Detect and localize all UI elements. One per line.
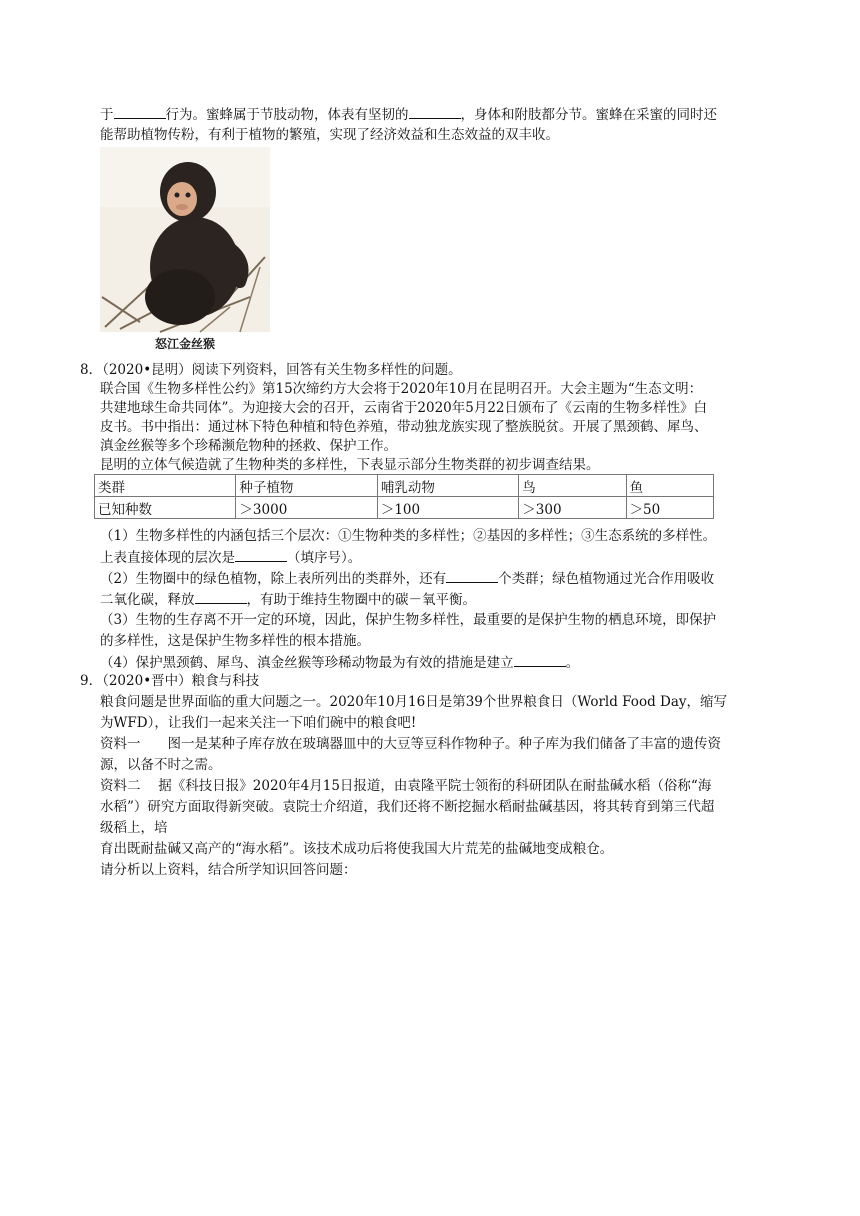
q8-paragraph-line: 昆明的立体气候造就了生物种类的多样性，下表显示部分生物类群的初步调查结果。 <box>100 457 600 473</box>
q9-line: 源，以备不时之需。 <box>100 757 222 773</box>
answer-blank <box>514 653 566 667</box>
species-survey-table <box>94 474 714 519</box>
q9-line: 粮食问题是世界面临的重大问题之一。2020年10月16日是第39个世界粮食日（World Food Day，缩写 <box>100 694 727 710</box>
q8-sub1-line: 上表直接体现的层次是 （填序号）。 <box>100 550 362 566</box>
answer-blank <box>114 105 166 119</box>
q9-line: 资料二 据《科技日报》2020年4月15日报道，由袁隆平院士领衔的科研团队在耐盐碱水稻（俗称“海 <box>100 778 712 794</box>
q8-paragraph-line: 联合国《生物多样性公约》第15次缔约方大会将于2020年10月在昆明召开。大会主题为“生态文明： <box>100 381 703 397</box>
q8-sub1-line: （1）生物多样性的内涵包括三个层次：①生物种类的多样性；②基因的多样性；③生态系统的多样性。 <box>100 528 717 544</box>
q8-sub3-line: 的多样性，这是保护生物多样性的根本措施。 <box>100 633 370 649</box>
table-cell: ＞50 <box>626 497 713 519</box>
table-cell: ＞3000 <box>236 497 377 519</box>
answer-blank <box>195 590 247 604</box>
q9-line: 资料一 图一是某种子库存放在玻璃器皿中的大豆等豆科作物种子。种子库为我们储备了丰富的遗传资 <box>100 736 721 752</box>
table-cell: 鱼 <box>626 475 713 497</box>
table-cell: 鸟 <box>519 475 626 497</box>
svg-text:怒江金丝猴: 怒江金丝猴 <box>154 337 216 351</box>
table-cell: 类群 <box>95 475 236 497</box>
q8-paragraph-line: 共建地球生命共同体”。为迎接大会的召开，云南省于2020年5月22日颁布了《云南的生物多样性》白 <box>100 400 708 416</box>
q8-sub2-line: 二氧化碳，释放 ，有助于维持生物圈中的碳－氧平衡。 <box>100 592 476 608</box>
intro-line-2: 能帮助植物传粉，有利于植物的繁殖，实现了经济效益和生态效益的双丰收。 <box>100 127 559 143</box>
answer-blank <box>446 569 498 583</box>
q8-sub3-line: （3）生物的生存离不开一定的环境，因此，保护生物多样性，最重要的是保护生物的栖息环境，即保护 <box>100 612 717 628</box>
q9-line: 请分析以上资料，结合所学知识回答问题： <box>100 862 357 878</box>
q8-sub4-line: （4）保护黑颈鹤、犀鸟、滇金丝猴等珍稀动物最为有效的措施是建立 。 <box>100 655 580 671</box>
table-row <box>95 497 714 519</box>
answer-blank <box>409 105 461 119</box>
table-cell: 种子植物 <box>236 475 377 497</box>
q8-header: 8．（2020•昆明）阅读下列资料，回答有关生物多样性的问题。 <box>80 362 462 378</box>
table-cell: ＞100 <box>377 497 518 519</box>
table-header-row <box>95 475 714 497</box>
q9-line: 级稻上，培 <box>100 820 168 836</box>
q9-line: 水稻”）研究方面取得新突破。袁院士介绍道，我们还将不断挖掘水稻耐盐碱基因，将其转育到第三代超 <box>100 799 715 815</box>
table-cell: 已知种数 <box>95 497 236 519</box>
q9-line: 育出既耐盐碱又高产的“海水稻”。该技术成功后将使我国大片荒芜的盐碱地变成粮仓。 <box>100 841 614 857</box>
q8-paragraph-line: 滇金丝猴等多个珍稀濒危物种的拯救、保护工作。 <box>100 438 397 454</box>
monkey-photo <box>100 147 270 352</box>
q8-sub2-line: （2）生物圈中的绿色植物，除上表所列出的类群外，还有 个类群；绿色植物通过光合作用吸收 <box>100 571 715 587</box>
table-cell: 哺乳动物 <box>377 475 518 497</box>
answer-blank <box>235 548 287 562</box>
q8-paragraph-line: 皮书。书中指出：通过林下特色种植和特色养殖，带动独龙族实现了整族脱贫。开展了黑颈鹤、犀鸟、 <box>100 419 708 435</box>
q9-header: 9．（2020•晋中）粮食与科技 <box>80 673 260 689</box>
intro-line-1: 于 行为。蜜蜂属于节肢动物，体表有坚韧的 ，身体和附肢都分节。蜜蜂在采蜜的同时还 <box>100 107 717 123</box>
table-cell: ＞300 <box>519 497 626 519</box>
q9-line: 为WFD），让我们一起来关注一下咱们碗中的粮食吧! <box>100 715 417 731</box>
monkey-photo-icon <box>100 147 270 352</box>
